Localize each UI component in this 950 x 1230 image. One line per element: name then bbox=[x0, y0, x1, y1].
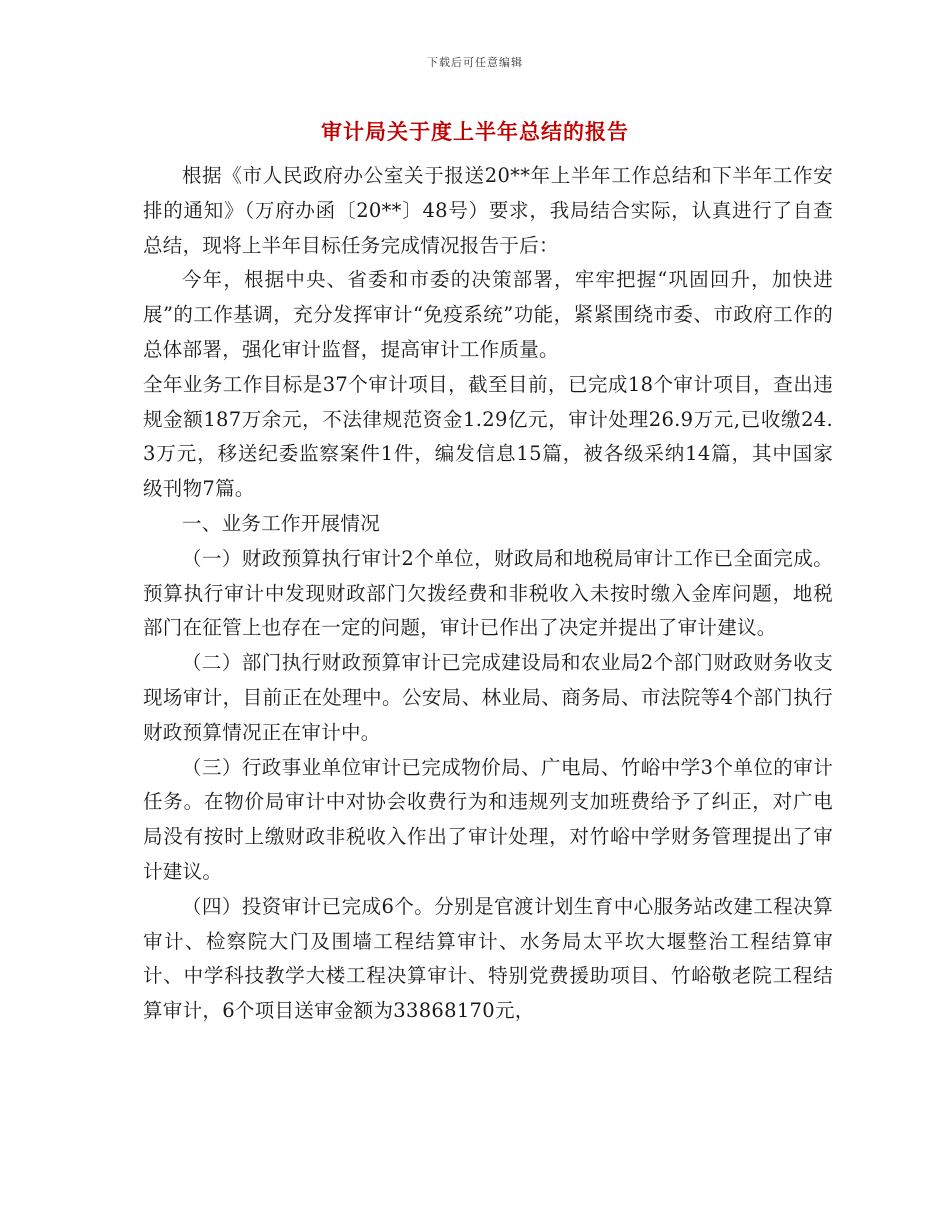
section-heading-1: 一、业务工作开展情况 bbox=[182, 511, 381, 535]
paragraph-intro: 根据《市人民政府办公室关于报送20**年上半年工作总结和下半年工作安排的通知》（万府办函〔20**〕48号）要求，我局结合实际，认真进行了自查总结，现将上半年目标任务完成情况报告于后： bbox=[143, 164, 833, 257]
document-body bbox=[143, 159, 833, 1029]
document-title: 审计局关于度上半年总结的报告 bbox=[321, 119, 629, 144]
header-note: 下载后可任意编辑 bbox=[427, 56, 523, 69]
paragraph-targets: 全年业务工作目标是37个审计项目，截至目前，已完成18个审计项目，查出违规金额187万余元，不法律规范资金1.29亿元，审计处理26.9万元,已收缴24.3万元，移送纪委监察案件1件，编发信息15篇，被各级采纳14篇，其中国家级刊物7篇。 bbox=[143, 372, 833, 501]
paragraph-item-4: （四）投资审计已完成6个。分别是官渡计划生育中心服务站改建工程决算审计、检察院大门及围墙工程结算审计、水务局太平坎大堰整治工程结算审计、中学科技教学大楼工程决算审计、特别党费援助项目、竹峪敬老院工程结算审计，6个项目送审金额为33868170元， bbox=[143, 894, 833, 1023]
paragraph-item-2: （二）部门执行财政预算审计已完成建设局和农业局2个部门财政财务收支现场审计，目前正在处理中。公安局、林业局、商务局、市法院等4个部门执行财政预算情况正在审计中。 bbox=[143, 651, 833, 744]
paragraph-overview: 今年，根据中央、省委和市委的决策部署，牢牢把握“巩固回升，加快进展”的工作基调，充分发挥审计“免疫系统”功能，紧紧围绕市委、市政府工作的总体部署，强化审计监督，提高审计工作质量。 bbox=[143, 268, 833, 361]
paragraph-item-1: （一）财政预算执行审计2个单位，财政局和地税局审计工作已全面完成。预算执行审计中发现财政部门欠拨经费和非税收入未按时缴入金库问题，地税部门在征管上也存在一定的问题，审计已作出了决定并提出了审计建议。 bbox=[143, 546, 833, 640]
paragraph-item-3: （三）行政事业单位审计已完成物价局、广电局、竹峪中学3个单位的审计任务。在物价局审计中对协会收费行为和违规列支加班费给予了纠正，对广电局没有按时上缴财政非税收入作出了审计处理，对竹峪中学财务管理提出了审计建议。 bbox=[143, 755, 833, 883]
